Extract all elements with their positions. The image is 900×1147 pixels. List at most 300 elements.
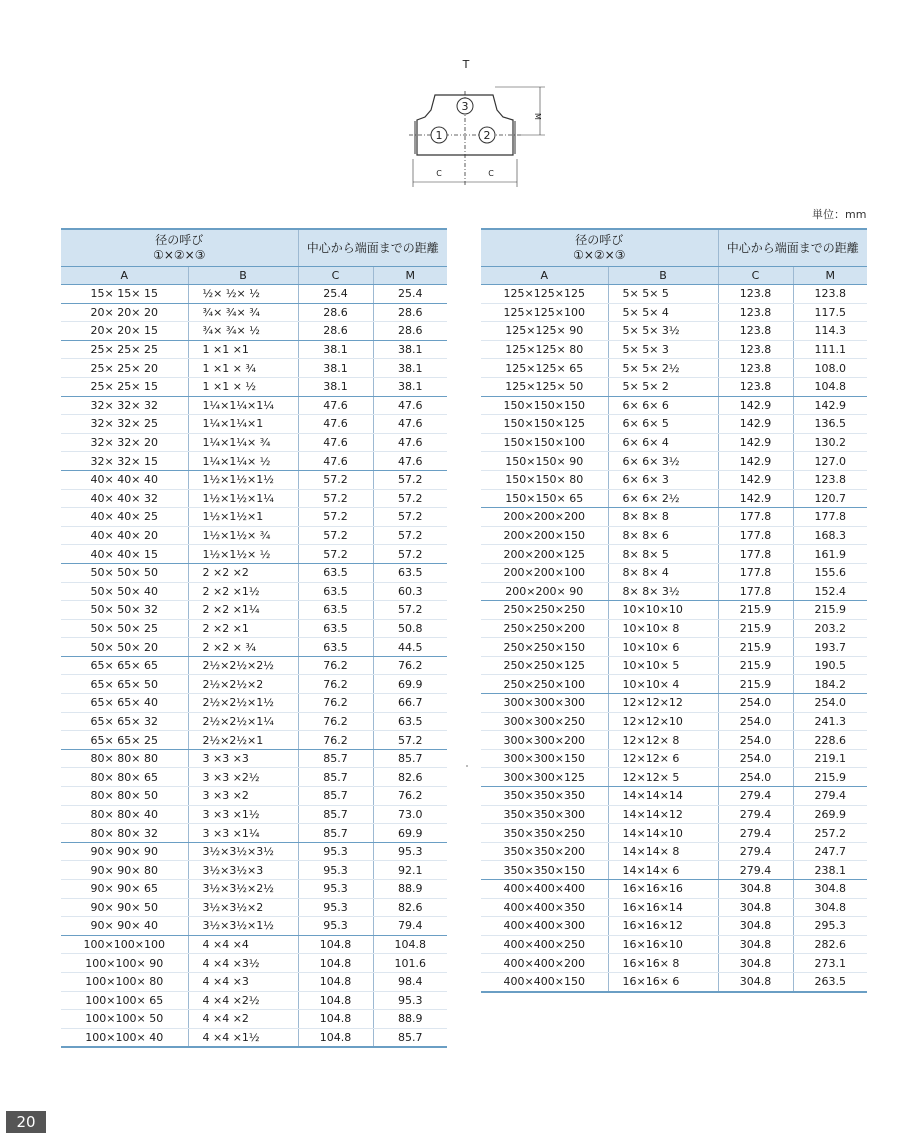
cell-a: 150×150×150 [481,396,608,415]
cell-m: 279.4 [793,787,867,806]
table-row [61,991,447,1010]
cell-b: 6× 6× 2½ [608,489,718,508]
cell-c: 25.4 [298,285,373,304]
cell-a: 25× 25× 25 [61,340,188,359]
col-a-header: A [481,267,608,285]
table-row [481,824,867,843]
cell-a: 250×250×250 [481,601,608,620]
cell-c: 85.7 [298,768,373,787]
cell-m: 184.2 [793,675,867,694]
cell-b: 14×14× 6 [608,861,718,880]
page-number: 20 [6,1111,46,1133]
cell-c: 47.6 [298,452,373,471]
port-3-label: 3 [461,100,469,113]
cell-b: ½× ½× ½ [188,285,298,304]
cell-b: 2 ×2 ×1¼ [188,601,298,620]
cell-a: 400×400×200 [481,954,608,973]
cell-c: 177.8 [718,545,793,564]
cell-a: 20× 20× 20 [61,303,188,322]
cell-c: 76.2 [298,731,373,750]
table-row [61,285,447,304]
cell-m: 247.7 [793,842,867,861]
table-row [61,768,447,787]
cell-c: 104.8 [298,972,373,991]
cell-m: 215.9 [793,601,867,620]
table-body-right [481,285,867,992]
cell-b: 10×10× 6 [608,638,718,657]
cell-b: 8× 8× 6 [608,526,718,545]
cell-m: 241.3 [793,712,867,731]
cell-b: 4 ×4 ×2½ [188,991,298,1010]
cell-a: 200×200×150 [481,526,608,545]
table-row [481,322,867,341]
cell-a: 32× 32× 25 [61,415,188,434]
cell-b: 12×12× 8 [608,731,718,750]
cell-m: 269.9 [793,805,867,824]
cell-b: 3 ×3 ×2½ [188,768,298,787]
cell-m: 60.3 [373,582,447,601]
cell-c: 104.8 [298,1028,373,1047]
cell-a: 65× 65× 25 [61,731,188,750]
cell-a: 200×200×125 [481,545,608,564]
table-row [481,545,867,564]
cell-c: 63.5 [298,601,373,620]
col-c-header: C [718,267,793,285]
cell-a: 90× 90× 65 [61,880,188,899]
cell-a: 250×250×150 [481,638,608,657]
cell-a: 50× 50× 25 [61,619,188,638]
cell-a: 400×400×300 [481,917,608,936]
cell-b: 1 ×1 × ½ [188,377,298,396]
col-b-header: B [608,267,718,285]
cell-b: 16×16×12 [608,917,718,936]
cell-a: 250×250×125 [481,656,608,675]
table-row [481,731,867,750]
cell-c: 177.8 [718,508,793,527]
cell-a: 80× 80× 32 [61,824,188,843]
cell-m: 92.1 [373,861,447,880]
cell-m: 73.0 [373,805,447,824]
cell-m: 76.2 [373,656,447,675]
cell-m: 44.5 [373,638,447,657]
table-row [61,619,447,638]
cell-b: 5× 5× 5 [608,285,718,304]
cell-m: 47.6 [373,433,447,452]
cell-c: 304.8 [718,972,793,991]
cell-m: 215.9 [793,768,867,787]
cell-c: 95.3 [298,880,373,899]
cell-b: 1¼×1¼×1¼ [188,396,298,415]
cell-a: 350×350×300 [481,805,608,824]
cell-a: 150×150×100 [481,433,608,452]
cell-c: 63.5 [298,638,373,657]
cell-m: 190.5 [793,656,867,675]
table-row [481,656,867,675]
cell-c: 142.9 [718,452,793,471]
cell-b: 16×16×16 [608,880,718,899]
cell-a: 300×300×250 [481,712,608,731]
cell-a: 125×125× 65 [481,359,608,378]
cell-b: 2 ×2 ×2 [188,563,298,582]
cell-b: 16×16× 6 [608,972,718,991]
table-row [481,359,867,378]
table-row [61,861,447,880]
cell-c: 85.7 [298,824,373,843]
table-row [61,359,447,378]
cell-c: 279.4 [718,787,793,806]
cell-m: 295.3 [793,917,867,936]
cell-m: 304.8 [793,898,867,917]
table-row [481,712,867,731]
cell-b: 5× 5× 4 [608,303,718,322]
cell-m: 130.2 [793,433,867,452]
cell-b: 6× 6× 3 [608,470,718,489]
cell-c: 304.8 [718,880,793,899]
cell-b: 1½×1½×1 [188,508,298,527]
cell-b: 1½×1½× ¾ [188,526,298,545]
dim-c-left-label: C [436,169,442,178]
cell-m: 82.6 [373,768,447,787]
cell-c: 57.2 [298,489,373,508]
cell-m: 98.4 [373,972,447,991]
cell-c: 177.8 [718,526,793,545]
cell-c: 177.8 [718,563,793,582]
table-row [61,694,447,713]
cell-m: 104.8 [793,377,867,396]
table-row [61,601,447,620]
cell-a: 125×125× 90 [481,322,608,341]
cell-a: 25× 25× 15 [61,377,188,396]
cell-b: 14×14×12 [608,805,718,824]
cell-b: 3 ×3 ×2 [188,787,298,806]
cell-c: 85.7 [298,749,373,768]
distance-header: 中心から端面までの距離 [718,229,867,267]
cell-b: 2 ×2 ×1 [188,619,298,638]
cell-c: 123.8 [718,322,793,341]
cell-b: 12×12× 5 [608,768,718,787]
cell-a: 50× 50× 20 [61,638,188,657]
cell-c: 28.6 [298,322,373,341]
col-b-header: B [188,267,298,285]
cell-c: 254.0 [718,768,793,787]
cell-c: 95.3 [298,898,373,917]
cell-a: 350×350×150 [481,861,608,880]
cell-m: 127.0 [793,452,867,471]
table-body-left [61,285,447,1048]
cell-a: 125×125×125 [481,285,608,304]
cell-b: 14×14× 8 [608,842,718,861]
cell-c: 104.8 [298,991,373,1010]
cell-m: 120.7 [793,489,867,508]
cell-m: 101.6 [373,954,447,973]
cell-m: 47.6 [373,396,447,415]
cell-m: 63.5 [373,563,447,582]
cell-c: 142.9 [718,396,793,415]
table-row [481,303,867,322]
table-row [61,1010,447,1029]
cell-b: 1 ×1 ×1 [188,340,298,359]
cell-a: 350×350×200 [481,842,608,861]
cell-c: 215.9 [718,601,793,620]
cell-b: 2½×2½×1¼ [188,712,298,731]
cell-m: 114.3 [793,322,867,341]
cell-c: 142.9 [718,433,793,452]
table-row [61,656,447,675]
table-row [61,582,447,601]
cell-a: 15× 15× 15 [61,285,188,304]
cell-b: 4 ×4 ×3½ [188,954,298,973]
cell-m: 95.3 [373,842,447,861]
cell-a: 400×400×400 [481,880,608,899]
cell-b: 3 ×3 ×3 [188,749,298,768]
cell-m: 76.2 [373,787,447,806]
cell-m: 304.8 [793,880,867,899]
table-row [481,638,867,657]
cell-b: 3½×3½×1½ [188,917,298,936]
cell-m: 117.5 [793,303,867,322]
cell-a: 90× 90× 90 [61,842,188,861]
diagram-title: T [462,58,470,71]
cell-a: 100×100× 80 [61,972,188,991]
cell-m: 254.0 [793,694,867,713]
cell-a: 250×250×200 [481,619,608,638]
dimension-table-left [61,228,447,1048]
cell-b: 1½×1½× ½ [188,545,298,564]
cell-a: 80× 80× 50 [61,787,188,806]
cell-b: 2½×2½×1½ [188,694,298,713]
cell-a: 300×300×150 [481,749,608,768]
cell-b: 3½×3½×2½ [188,880,298,899]
cell-c: 215.9 [718,619,793,638]
cell-a: 100×100× 50 [61,1010,188,1029]
cell-c: 304.8 [718,954,793,973]
cell-b: 6× 6× 3½ [608,452,718,471]
cell-a: 65× 65× 40 [61,694,188,713]
table-row [481,508,867,527]
cell-b: 3 ×3 ×1¼ [188,824,298,843]
cell-b: 4 ×4 ×2 [188,1010,298,1029]
cell-b: 14×14×10 [608,824,718,843]
cell-b: 6× 6× 6 [608,396,718,415]
cell-m: 168.3 [793,526,867,545]
cell-c: 85.7 [298,787,373,806]
cell-m: 123.8 [793,285,867,304]
table-row [61,935,447,954]
cell-a: 32× 32× 32 [61,396,188,415]
cell-b: 8× 8× 4 [608,563,718,582]
table-row [61,638,447,657]
cell-m: 85.7 [373,749,447,768]
cell-m: 38.1 [373,359,447,378]
cell-c: 47.6 [298,433,373,452]
cell-m: 263.5 [793,972,867,991]
cell-m: 257.2 [793,824,867,843]
table-row [61,749,447,768]
cell-m: 108.0 [793,359,867,378]
cell-b: 1 ×1 × ¾ [188,359,298,378]
dim-c-right-label: C [488,169,494,178]
cell-c: 63.5 [298,563,373,582]
col-c-header: C [298,267,373,285]
table-row [61,898,447,917]
table-row [481,489,867,508]
cell-m: 57.2 [373,601,447,620]
port-1-label: 1 [435,129,443,142]
cell-b: 10×10× 5 [608,656,718,675]
cell-c: 104.8 [298,1010,373,1029]
cell-c: 57.2 [298,470,373,489]
cell-m: 38.1 [373,340,447,359]
cell-c: 123.8 [718,340,793,359]
cell-c: 63.5 [298,582,373,601]
cell-m: 123.8 [793,470,867,489]
table-row [481,433,867,452]
unit-label: 単位：mm [812,208,867,221]
cell-c: 215.9 [718,638,793,657]
cell-m: 228.6 [793,731,867,750]
cell-b: 2½×2½×1 [188,731,298,750]
cell-a: 80× 80× 40 [61,805,188,824]
table-row [481,563,867,582]
table-row [481,377,867,396]
col-m-header: M [373,267,447,285]
cell-c: 304.8 [718,898,793,917]
cell-m: 193.7 [793,638,867,657]
cell-a: 150×150× 80 [481,470,608,489]
cell-b: 3 ×3 ×1½ [188,805,298,824]
table-row [61,322,447,341]
cell-b: 2 ×2 ×1½ [188,582,298,601]
cell-c: 254.0 [718,731,793,750]
cell-a: 100×100× 65 [61,991,188,1010]
cell-b: 1¼×1¼× ¾ [188,433,298,452]
cell-c: 304.8 [718,917,793,936]
table-row [481,972,867,991]
cell-b: 2½×2½×2 [188,675,298,694]
cell-m: 152.4 [793,582,867,601]
cell-a: 65× 65× 65 [61,656,188,675]
cell-c: 76.2 [298,675,373,694]
table-row [481,805,867,824]
table-row [481,340,867,359]
cell-a: 300×300×300 [481,694,608,713]
cell-a: 50× 50× 40 [61,582,188,601]
table-row [481,880,867,899]
cell-a: 100×100× 40 [61,1028,188,1047]
cell-m: 57.2 [373,489,447,508]
cell-a: 65× 65× 32 [61,712,188,731]
table-row [61,508,447,527]
table-row [481,842,867,861]
table-row [61,675,447,694]
table-row [481,749,867,768]
cell-c: 215.9 [718,656,793,675]
cell-b: 3½×3½×3 [188,861,298,880]
cell-a: 50× 50× 50 [61,563,188,582]
cell-c: 38.1 [298,377,373,396]
cell-c: 104.8 [298,954,373,973]
cell-a: 150×150×125 [481,415,608,434]
cell-a: 125×125×100 [481,303,608,322]
cell-c: 177.8 [718,582,793,601]
cell-m: 63.5 [373,712,447,731]
cell-a: 200×200× 90 [481,582,608,601]
cell-a: 200×200×200 [481,508,608,527]
cell-b: 1¼×1¼×1 [188,415,298,434]
cell-m: 57.2 [373,545,447,564]
cell-m: 50.8 [373,619,447,638]
cell-a: 125×125× 80 [481,340,608,359]
cell-c: 57.2 [298,526,373,545]
table-row [481,768,867,787]
cell-c: 123.8 [718,285,793,304]
cell-b: 1½×1½×1¼ [188,489,298,508]
cell-b: 12×12×12 [608,694,718,713]
col-a-header: A [61,267,188,285]
cell-b: 5× 5× 3 [608,340,718,359]
cell-b: 2½×2½×2½ [188,656,298,675]
cell-b: 6× 6× 5 [608,415,718,434]
cell-c: 279.4 [718,824,793,843]
cell-m: 161.9 [793,545,867,564]
cell-m: 238.1 [793,861,867,880]
cell-c: 254.0 [718,694,793,713]
port-2-label: 2 [483,129,491,142]
cell-a: 350×350×250 [481,824,608,843]
cell-b: 1¼×1¼× ½ [188,452,298,471]
cell-m: 57.2 [373,731,447,750]
cell-a: 80× 80× 80 [61,749,188,768]
cell-b: 8× 8× 8 [608,508,718,527]
cell-b: ¾× ¾× ¾ [188,303,298,322]
cell-m: 79.4 [373,917,447,936]
cell-a: 350×350×350 [481,787,608,806]
cell-a: 40× 40× 32 [61,489,188,508]
cell-b: 8× 8× 3½ [608,582,718,601]
table-row [481,396,867,415]
cell-a: 25× 25× 20 [61,359,188,378]
table-row [481,619,867,638]
cell-a: 150×150× 65 [481,489,608,508]
table-row [481,787,867,806]
cell-c: 76.2 [298,694,373,713]
cell-c: 76.2 [298,712,373,731]
cell-c: 142.9 [718,415,793,434]
cell-b: 5× 5× 2 [608,377,718,396]
cell-c: 38.1 [298,340,373,359]
cell-c: 95.3 [298,842,373,861]
cell-a: 90× 90× 50 [61,898,188,917]
table-row [481,470,867,489]
cell-c: 123.8 [718,303,793,322]
table-row [61,545,447,564]
cell-a: 50× 50× 32 [61,601,188,620]
cell-m: 38.1 [373,377,447,396]
cell-b: 12×12×10 [608,712,718,731]
cell-c: 28.6 [298,303,373,322]
table-row [481,694,867,713]
cell-m: 203.2 [793,619,867,638]
cell-m: 57.2 [373,470,447,489]
cell-b: 10×10× 8 [608,619,718,638]
cell-b: 16×16×10 [608,935,718,954]
cell-b: 3½×3½×3½ [188,842,298,861]
cell-a: 400×400×350 [481,898,608,917]
table-row [61,824,447,843]
cell-m: 282.6 [793,935,867,954]
cell-m: 69.9 [373,675,447,694]
cell-m: 47.6 [373,415,447,434]
